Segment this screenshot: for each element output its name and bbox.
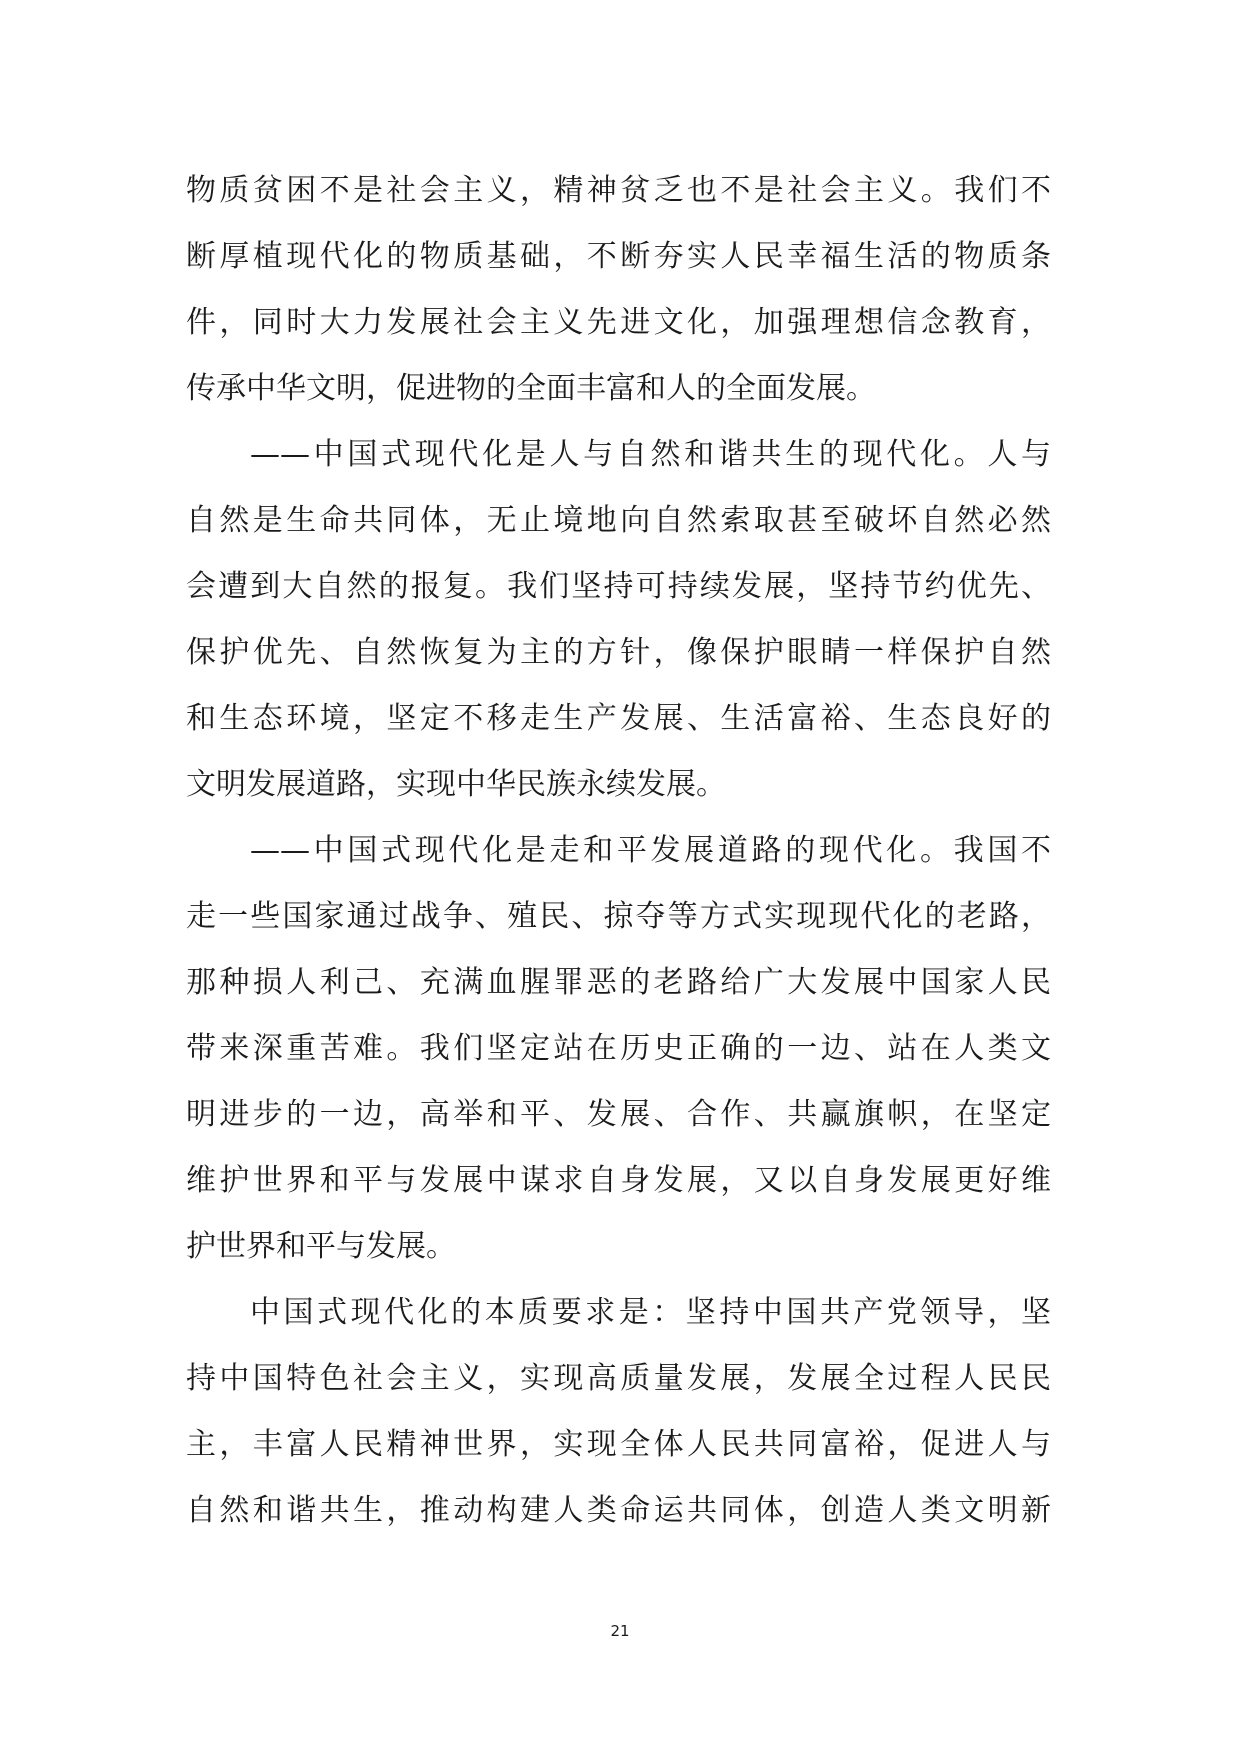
- text-line: 维护世界和平与发展中谋求自身发展，又以自身发展更好维: [186, 1163, 1051, 1198]
- paragraph: [186, 1280, 1051, 1544]
- text-line: 带来深重苦难。我们坚定站在历史正确的一边、站在人类文: [186, 1031, 1051, 1066]
- text-line: 和生态环境，坚定不移走生产发展、生活富裕、生态良好的: [186, 701, 1051, 736]
- text-line: 文明发展道路，实现中华民族永续发展。: [186, 767, 726, 802]
- text-line: 件，同时大力发展社会主义先进文化，加强理想信念教育，: [186, 305, 1051, 340]
- text-line: 保护优先、自然恢复为主的方针，像保护眼睛一样保护自然: [186, 635, 1051, 670]
- text-line: 自然是生命共同体，无止境地向自然索取甚至破坏自然必然: [186, 503, 1051, 538]
- text-line: 中国式现代化的本质要求是：坚持中国共产党领导，坚: [250, 1295, 1051, 1330]
- text-line: 会遭到大自然的报复。我们坚持可持续发展，坚持节约优先、: [186, 569, 1051, 604]
- text-line: 断厚植现代化的物质基础，不断夯实人民幸福生活的物质条: [186, 239, 1051, 274]
- text-line: 自然和谐共生，推动构建人类命运共同体，创造人类文明新: [186, 1493, 1051, 1528]
- text-line: ——中国式现代化是人与自然和谐共生的现代化。人与: [250, 437, 1051, 472]
- text-line: 那种损人利己、充满血腥罪恶的老路给广大发展中国家人民: [186, 965, 1051, 1000]
- text-line: 持中国特色社会主义，实现高质量发展，发展全过程人民民: [186, 1361, 1051, 1396]
- text-line: 传承中华文明，促进物的全面丰富和人的全面发展。: [186, 371, 876, 406]
- paragraph: [186, 422, 1051, 818]
- text-line: 主，丰富人民精神世界，实现全体人民共同富裕，促进人与: [186, 1427, 1051, 1462]
- page-number: 21: [610, 1622, 630, 1640]
- text-line: 走一些国家通过战争、殖民、掠夺等方式实现现代化的老路，: [186, 899, 1051, 934]
- paragraph: [186, 818, 1051, 1280]
- text-line: 明进步的一边，高举和平、发展、合作、共赢旗帜，在坚定: [186, 1097, 1051, 1132]
- text-line: 护世界和平与发展。: [186, 1229, 456, 1264]
- text-line: ——中国式现代化是走和平发展道路的现代化。我国不: [250, 833, 1051, 868]
- paragraph: [186, 158, 1051, 422]
- body-text: [186, 158, 1051, 1544]
- text-line: 物质贫困不是社会主义，精神贫乏也不是社会主义。我们不: [186, 173, 1051, 208]
